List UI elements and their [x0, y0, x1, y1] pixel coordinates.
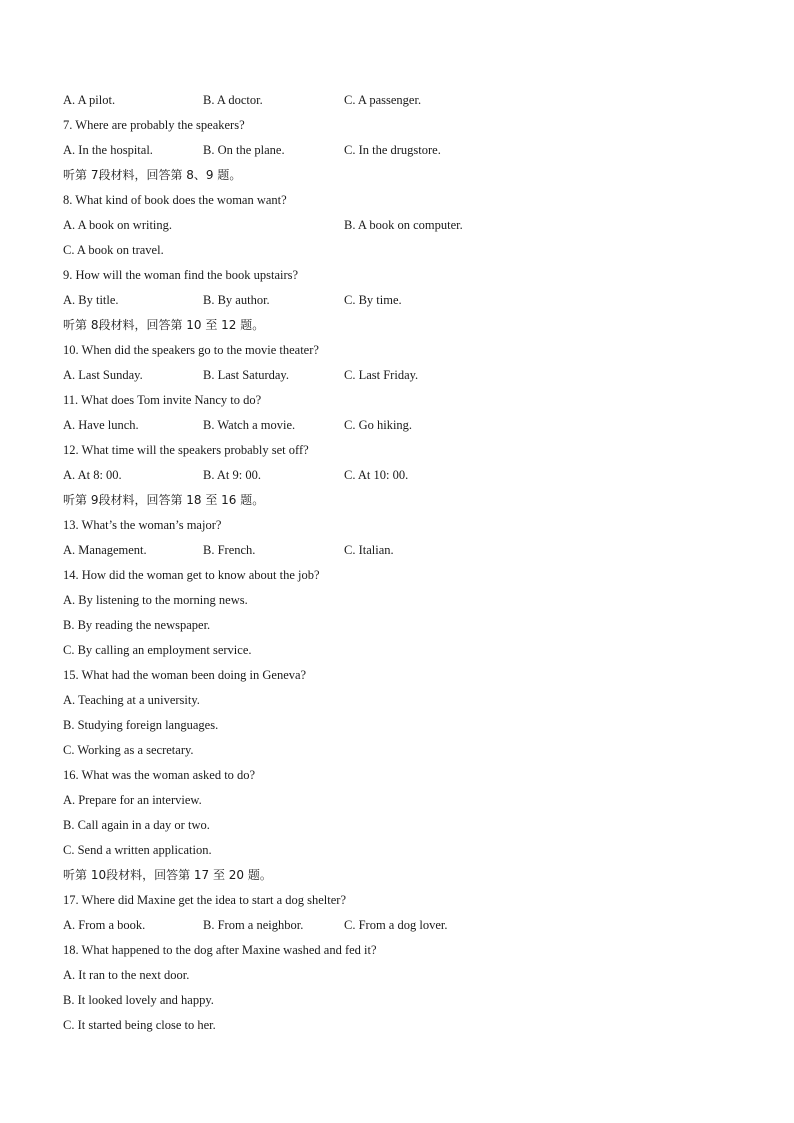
answer-option: B. A book on computer.: [344, 218, 463, 232]
answer-option: C. It started being close to her.: [63, 1018, 216, 1032]
answer-option: B. Studying foreign languages.: [63, 718, 219, 732]
answer-option: A. A pilot.: [63, 93, 116, 107]
answer-option: B. By reading the newspaper.: [63, 618, 211, 632]
answer-option: A. Teaching at a university.: [63, 693, 200, 707]
answer-option: A. Have lunch.: [63, 418, 139, 432]
answer-option: A. From a book.: [63, 918, 146, 932]
answer-option: A. By title.: [63, 293, 119, 307]
section-instruction: 听第 10段材料，回答第 17 至 20 题。: [63, 868, 272, 882]
question-text: 10. When did the speakers go to the movie theater?: [63, 343, 319, 357]
answer-option: A. Prepare for an interview.: [63, 793, 202, 807]
answer-option: B. On the plane.: [203, 143, 285, 157]
answer-option: C. In the drugstore.: [344, 143, 441, 157]
answer-option: A. A book on writing.: [63, 218, 173, 232]
question-text: 11. What does Tom invite Nancy to do?: [63, 393, 262, 407]
question-text: 15. What had the woman been doing in Geneva?: [63, 668, 307, 682]
answer-option: C. By time.: [344, 293, 402, 307]
answer-option: B. Watch a movie.: [203, 418, 296, 432]
question-text: 9. How will the woman find the book upstairs?: [63, 268, 299, 282]
answer-option: C. By calling an employment service.: [63, 643, 252, 657]
answer-option: C. Go hiking.: [344, 418, 413, 432]
answer-option: A. It ran to the next door.: [63, 968, 190, 982]
answer-option: C. Italian.: [344, 543, 394, 557]
section-instruction: 听第 7段材料，回答第 8、9 题。: [63, 168, 242, 182]
answer-option: C. Last Friday.: [344, 368, 419, 382]
answer-option: C. From a dog lover.: [344, 918, 448, 932]
answer-option: B. A doctor.: [203, 93, 263, 107]
answer-option: A. At 8: 00.: [63, 468, 122, 482]
answer-option: C. At 10: 00.: [344, 468, 409, 482]
answer-option: B. Call again in a day or two.: [63, 818, 210, 832]
answer-option: A. In the hospital.: [63, 143, 153, 157]
answer-option: B. It looked lovely and happy.: [63, 993, 214, 1007]
answer-option: C. A book on travel.: [63, 243, 164, 257]
question-text: 14. How did the woman get to know about the job?: [63, 568, 320, 582]
question-text: 16. What was the woman asked to do?: [63, 768, 256, 782]
answer-option: B. By author.: [203, 293, 270, 307]
answer-option: B. French.: [203, 543, 256, 557]
question-text: 17. Where did Maxine get the idea to start a dog shelter?: [63, 893, 347, 907]
answer-option: C. Send a written application.: [63, 843, 212, 857]
question-text: 7. Where are probably the speakers?: [63, 118, 245, 132]
answer-option: A. Management.: [63, 543, 147, 557]
question-text: 13. What’s the woman’s major?: [63, 518, 222, 532]
answer-option: A. By listening to the morning news.: [63, 593, 248, 607]
question-text: 8. What kind of book does the woman want?: [63, 193, 287, 207]
section-instruction: 听第 9段材料，回答第 18 至 16 题。: [63, 493, 265, 507]
question-text: 18. What happened to the dog after Maxine washed and fed it?: [63, 943, 377, 957]
answer-option: B. From a neighbor.: [203, 918, 304, 932]
question-text: 12. What time will the speakers probably set off?: [63, 443, 309, 457]
answer-option: B. At 9: 00.: [203, 468, 261, 482]
answer-option: C. Working as a secretary.: [63, 743, 194, 757]
section-instruction: 听第 8段材料，回答第 10 至 12 题。: [63, 318, 265, 332]
answer-option: C. A passenger.: [344, 93, 422, 107]
answer-option: A. Last Sunday.: [63, 368, 143, 382]
answer-option: B. Last Saturday.: [203, 368, 289, 382]
